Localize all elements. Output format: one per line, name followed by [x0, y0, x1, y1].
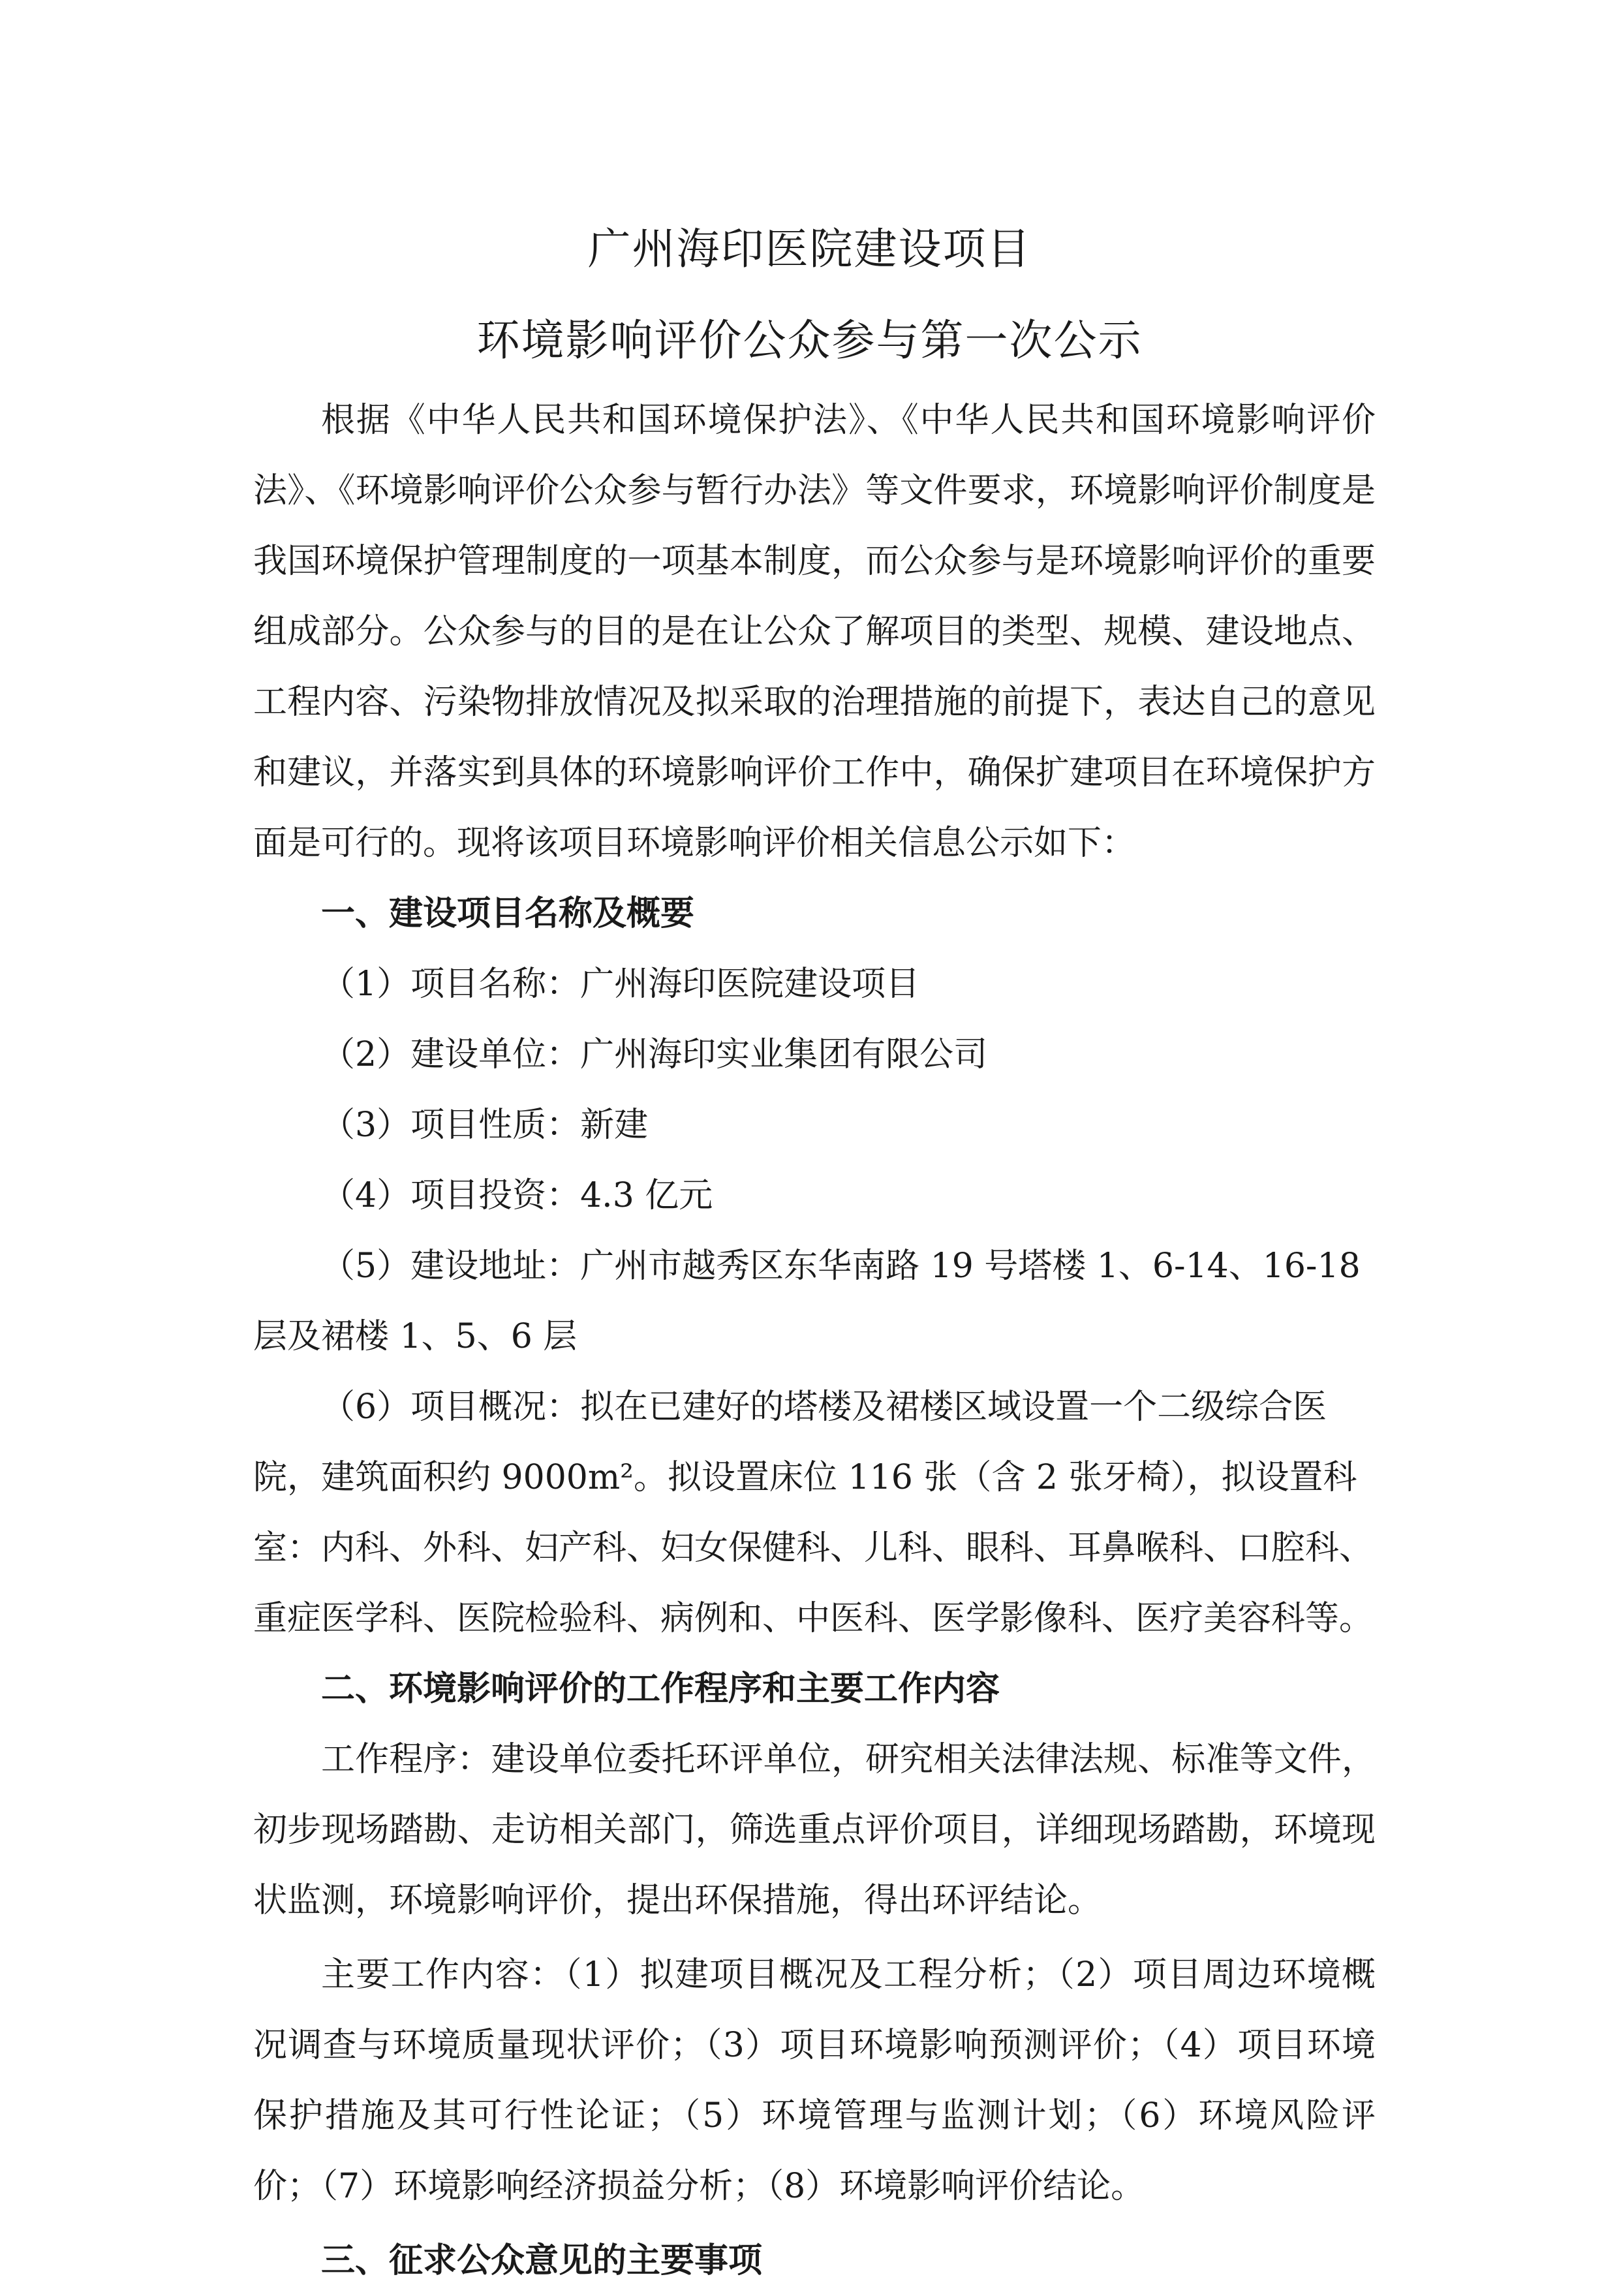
document-title: 广州海印医院建设项目 — [587, 224, 1032, 274]
construction-address-item: （5）建设地址：广州市越秀区东华南路 19 号塔楼 1、6-14、16-18 层及裙楼 1、5、6 层 — [253, 1247, 1361, 1356]
section-heading-3: 三、征求公众意见的主要事项 — [321, 2241, 763, 2280]
project-nature-item: （3）项目性质：新建 — [321, 1106, 649, 1145]
project-name-item: （1）项目名称：广州海印医院建设项目 — [321, 965, 920, 1004]
project-overview-item: （6）项目概况：拟在已建好的塔楼及裙楼区域设置一个二级综合医院，建筑面积约 9000m²。拟设置床位 116 张（含 2 张牙椅），拟设置科室：内科、外科、妇产科、妇女保健科、儿科、眼科、耳鼻喉科、口腔科、重症医学科、医院检验科、病例和、中医科、医学影像科、医疗美容科等。 — [253, 1388, 1374, 1638]
intro-paragraph: 根据《中华人民共和国环境保护法》、《中华人民共和国环境影响评价法》、《环境影响评价公众参与暂行办法》等文件要求，环境影响评价制度是我国环境保护管理制度的一项基本制度，而公众参与是环境影响评价的重要组成部分。公众参与的目的是在让公众了解项目的类型、规模、建设地点、工程内容、污染物排放情况及拟采取的治理措施的前提下，表达自己的意见和建议，并落实到具体的环境影响评价工作中，确保扩建项目在环境保护方面是可行的。现将该项目环境影响评价相关信息公示如下： — [253, 401, 1376, 863]
document-subtitle: 环境影响评价公众参与第一次公示 — [476, 315, 1143, 365]
section-heading-2: 二、环境影响评价的工作程序和主要工作内容 — [321, 1669, 1000, 1709]
project-investment-item: （4）项目投资：4.3 亿元 — [321, 1176, 713, 1215]
work-procedure-paragraph: 工作程序：建设单位委托环评单位，研究相关法律法规、标准等文件，初步现场踏勘、走访相关部门，筛选重点评价项目，详细现场踏勘，环境现状监测，环境影响评价，提出环保措施，得出环评结论。 — [253, 1740, 1376, 1920]
construction-unit-item: （2）建设单位：广州海印实业集团有限公司 — [321, 1035, 988, 1074]
section-heading-1: 一、建设项目名称及概要 — [321, 893, 695, 933]
main-work-content-paragraph: 主要工作内容：（1）拟建项目概况及工程分析；（2）项目周边环境概况调查与环境质量现状评价；（3）项目环境影响预测评价；（4）项目环境保护措施及其可行性论证；（5）环境管理与监测计划；（6）环境风险评价；（7）环境影响经济损益分析；（8）环境影响评价结论。 — [253, 1955, 1376, 2206]
document-body — [253, 385, 1376, 2296]
